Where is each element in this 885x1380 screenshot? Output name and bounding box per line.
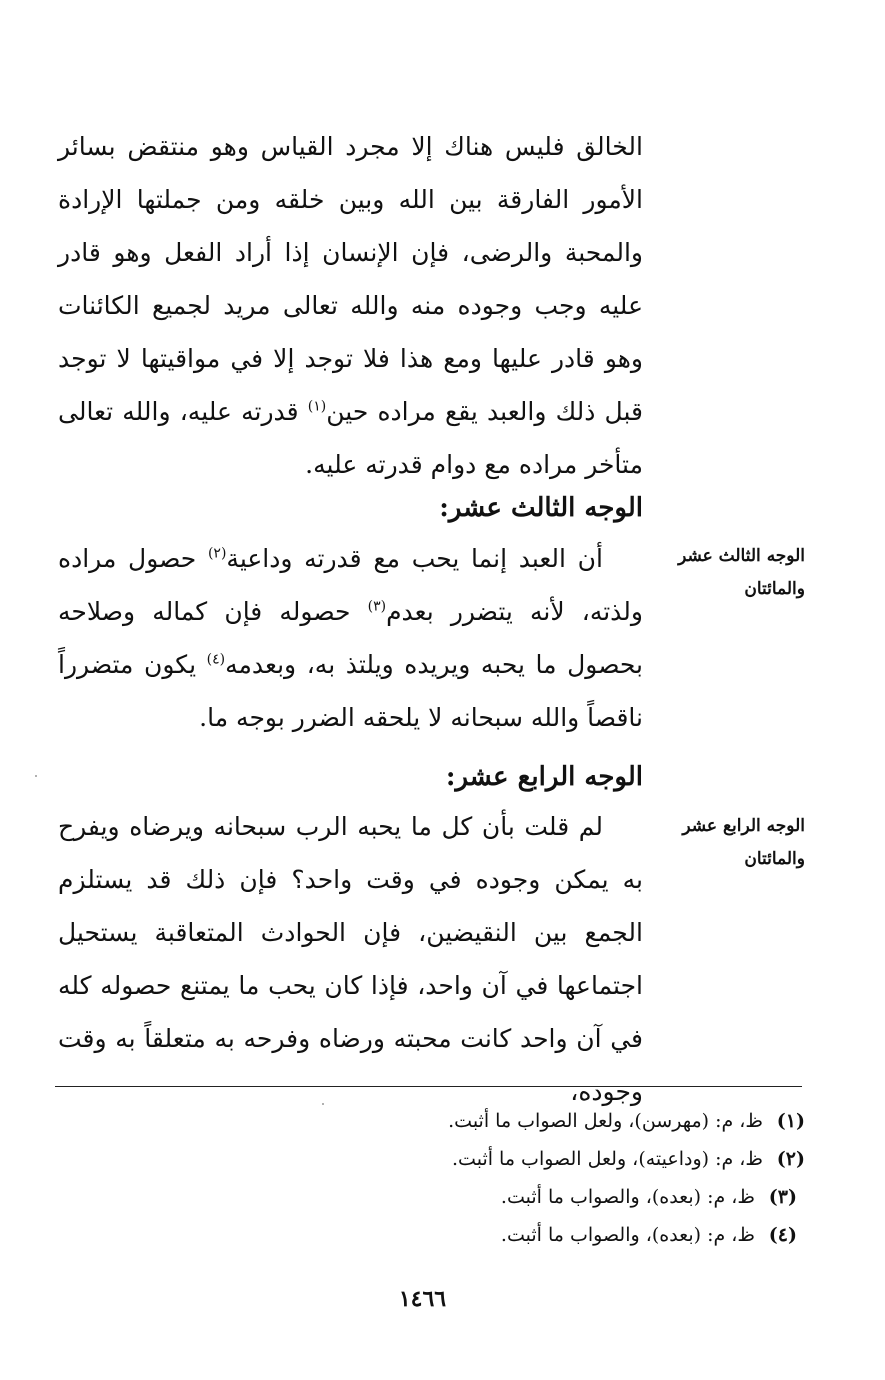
footnote-number: (٤) xyxy=(768,1224,797,1246)
paragraph-2-part-a: أن العبد إنما يحب مع قدرته وداعية xyxy=(226,544,603,573)
paragraph-2-part-c: حصوله فإن كماله وصلاحه بحصول ما يحبه ويريده ويلتذ به، وبعدمه xyxy=(58,597,643,679)
footnote-text: ظ، م: (بعده)، والصواب ما أثبت. xyxy=(500,1224,755,1246)
footnotes xyxy=(205,1102,805,1254)
paragraph-3-text: لم قلت بأن كل ما يحبه الرب سبحانه ويرضاه ويفرح به يمكن وجوده في وقت واحد؟ فإن ذلك قد يستلزم الجمع بين النقيضين، فإن الحوادث المتعاقبة يستحيل اجتماعها في آن واحد، فإذا كان يحب ما يمتنع حصوله كله في آن واحد كانت محبته ورضاه وفرحه به متعلقاً به وقت وجوده، xyxy=(58,812,643,1106)
paragraph-1-end: قدرته عليه، والله تعالى متأخر مراده مع دوام قدرته عليه. xyxy=(58,397,643,479)
footnote-4 xyxy=(205,1216,805,1254)
footnote-1 xyxy=(205,1102,805,1140)
footnote-text: ظ، م: (بعده)، والصواب ما أثبت. xyxy=(500,1186,755,1208)
footnote-text: ظ، م: (مهرسن)، ولعل الصواب ما أثبت. xyxy=(448,1110,763,1132)
paragraph-2 xyxy=(58,532,643,744)
footnote-ref-2[interactable]: (٢) xyxy=(207,545,227,562)
heading-14: الوجه الرابع عشر: xyxy=(445,762,643,792)
scan-speck xyxy=(322,1103,324,1105)
heading-13: الوجه الثالث عشر: xyxy=(439,493,643,523)
margin-note-13: الوجه الثالث عشر والمائتان xyxy=(678,546,805,599)
footnote-number: (٣) xyxy=(768,1186,797,1208)
paragraph-1 xyxy=(58,120,643,491)
footnote-2 xyxy=(205,1140,805,1178)
footnote-text: ظ، م: (وداعيته)، ولعل الصواب ما أثبت. xyxy=(452,1148,763,1170)
page-number: ١٤٦٦ xyxy=(398,1286,447,1312)
margin-note-14: الوجه الرابع عشر والمائتان xyxy=(682,816,805,869)
footnote-ref-1[interactable]: (١) xyxy=(307,398,327,415)
footnote-ref-4[interactable]: (٤) xyxy=(206,651,226,668)
scan-speck xyxy=(35,775,37,777)
footnote-number: (٢) xyxy=(776,1148,805,1170)
paragraph-2-part-b: حصول مراده ولذته، لأنه يتضرر بعدم xyxy=(58,544,643,626)
footnote-ref-3[interactable]: (٣) xyxy=(367,598,387,615)
paragraph-1-text: الخالق فليس هناك إلا مجرد القياس وهو منتقض بسائر الأمور الفارقة بين الله وبين خلقه ومن جملتها الإرادة والمحبة والرضى، فإن الإنسان إذا أراد الفعل وهو قادر عليه وجب وجوده منه والله تعالى مريد لجميع الكائنات وهو قادر عليها ومع هذا فلا توجد إلا في مواقيتها لا توجد قبل ذلك والعبد يقع مراده حين xyxy=(58,132,643,426)
paragraph-3 xyxy=(58,800,643,1118)
paragraph-2-part-d: يكون متضرراً ناقصاً والله سبحانه لا يلحقه الضرر بوجه ما. xyxy=(58,650,643,732)
footnote-divider xyxy=(55,1086,802,1087)
footnote-number: (١) xyxy=(776,1110,805,1132)
footnote-3 xyxy=(205,1178,805,1216)
